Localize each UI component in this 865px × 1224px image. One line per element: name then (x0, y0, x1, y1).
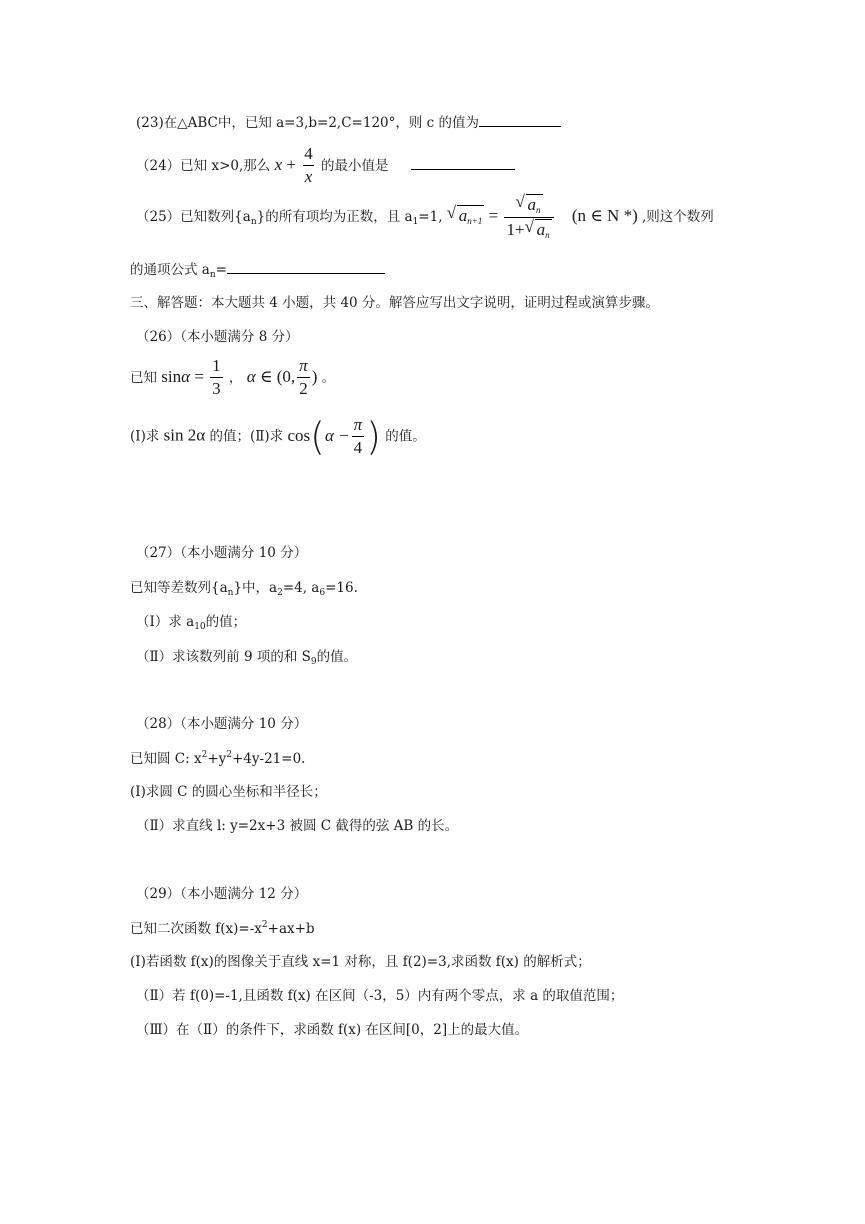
answer-blank-25 (227, 261, 385, 274)
question-29-part-3: （Ⅲ）在（Ⅱ）的条件下，求函数 f(x) 在区间[0，2]上的最大值。 (136, 1022, 529, 1038)
sqrt-a-n-plus-1: √ $a_{n+1}$ (446, 203, 483, 227)
alpha-interval: α ∈ (0, $\frac{\pi}{2}$ ) (246, 356, 318, 399)
fraction-numerator: 4 (304, 144, 313, 163)
part-1-suffix: 的值；(Ⅱ)求 (209, 428, 284, 445)
question-25 (136, 194, 714, 241)
var-x: x (274, 154, 283, 174)
part-1-prefix: (Ⅰ)求 (130, 428, 160, 445)
question-26-header: （26）（本小题满分 8 分） (136, 329, 299, 345)
fraction-recurrence: √ $a_n$ 1+ √ $a_n$ (504, 194, 553, 241)
question-25-suffix: ,则这个数列 (642, 209, 714, 226)
question-25-line2 (130, 261, 385, 281)
question-25-general-term-label: 的通项公式 a (130, 262, 210, 278)
plus-sign: + (286, 154, 296, 174)
equals: = (215, 262, 227, 278)
answer-blank-23 (479, 114, 561, 127)
question-24-suffix: 的最小值是 (320, 157, 389, 174)
sin-alpha-equation: sinα = $\frac{1}{3}$ (161, 356, 221, 399)
question-29-header: （29）（本小题满分 12 分） (136, 886, 308, 902)
fraction-4-over-x (302, 144, 315, 188)
question-28-part-1: (Ⅰ)求圆 C 的圆心坐标和半径长； (130, 784, 327, 800)
cos-expression: cos(α − $\frac{\pi}{4}$ ) (287, 414, 381, 458)
question-27-header: （27）（本小题满分 10 分） (136, 545, 308, 561)
condition-n-in-N: (n ∈ N *) (571, 206, 638, 226)
question-24-prefix: （24）已知 x>0,那么 (136, 157, 271, 174)
period: 。 (321, 369, 336, 386)
question-28-part-2: （Ⅱ）求直线 l: y=2x+3 被圆 C 截得的弦 AB 的长。 (136, 818, 459, 834)
subscript-n: n (209, 270, 216, 280)
sin-2-alpha: sin 2α (163, 425, 206, 445)
question-29-given: 已知二次函数 $f(x)=-x^2+ax+b$ (130, 920, 315, 937)
question-23-text: (23)在△ABC中，已知 a=3,b=2,C=120°，则 c 的值为 (136, 115, 480, 131)
recurrence-formula (446, 192, 642, 240)
question-24 (136, 144, 515, 188)
section-3-heading: 三、解答题：本大题共 4 小题，共 40 分。解答应写出文字说明，证明过程或演算步骤。 (130, 295, 659, 311)
expression-x-plus-4-over-x (274, 144, 321, 187)
question-27-given: 已知等差数列$\{a_n\}$中，$a_2=4$, $a_6=16$. (130, 580, 358, 598)
question-27-part-2: （Ⅱ）求该数列前 9 项的和 $S_9$的值。 (136, 649, 358, 667)
comma: ， (228, 369, 243, 386)
question-29-part-2: （Ⅱ）若 f(0)=-1,且函数 f(x) 在区间（-3，5）内有两个零点，求 a 的取值范围； (136, 988, 624, 1004)
question-28-header: （28）（本小题满分 10 分） (136, 716, 308, 732)
answer-blank-24 (411, 157, 515, 170)
part-2-suffix: 的值。 (385, 428, 426, 445)
fraction-denominator: x (304, 167, 313, 187)
given-label: 已知 (130, 369, 157, 386)
question-25-prefix: （25）已知数列$\{a_n\}$的所有项均为正数，且 $a_1=1$, (136, 209, 443, 228)
question-27-part-1: （Ⅰ）求 $a_{10}$的值； (136, 614, 247, 632)
question-26-given (130, 356, 335, 400)
question-26-parts (130, 414, 426, 460)
question-28-given: 已知圆 C: $x^2+y^2+4y-21=0$. (130, 750, 306, 767)
equals-sign: = (488, 206, 499, 226)
question-29-part-1: (Ⅰ)若函数 f(x)的图像关于直线 x=1 对称，且 f(2)=3,求函数 f(x) 的解析式； (130, 954, 591, 970)
question-23 (136, 114, 561, 131)
